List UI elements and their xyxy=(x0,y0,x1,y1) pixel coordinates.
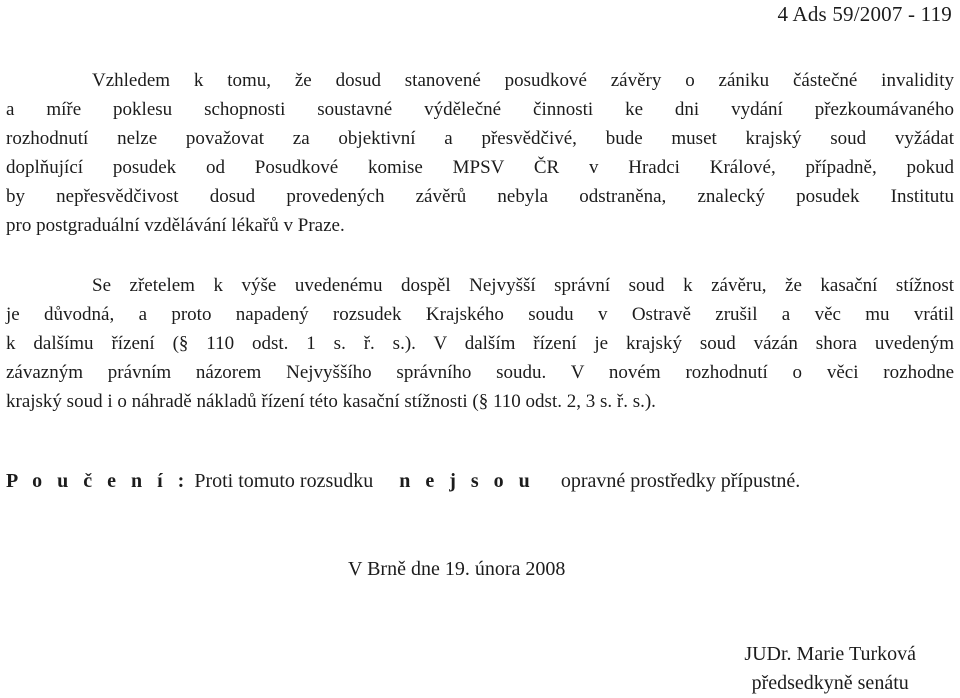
paragraph-line: k dalšímu řízení (§ 110 odst. 1 s. ř. s.). V dalším řízení je krajský soud vázán shora uvedeným xyxy=(6,333,954,354)
case-number: 4 Ads 59/2007 - 119 xyxy=(777,2,952,26)
place-date: V Brně dne 19. února 2008 xyxy=(348,558,566,580)
paragraph-line: Se zřetelem k výše uvedenému dospěl Nejvyšší správní soud k závěru, že kasační stížnost xyxy=(92,275,954,296)
paragraph-line: závazným právním názorem Nejvyššího správního soudu. V novém rozhodnutí o věci rozhodne xyxy=(6,362,954,383)
paragraph-line: krajský soud i o náhradě nákladů řízení této kasační stížnosti (§ 110 odst. 2, 3 s. ř. s.). xyxy=(6,391,656,412)
signer-role: předsedkyně senátu xyxy=(751,672,909,694)
notice-label: P o u č e n í : xyxy=(6,470,190,492)
paragraph-reasoning xyxy=(6,66,954,240)
paragraph-line: Vzhledem k tomu, že dosud stanovené posudkové závěry o zániku částečné invalidity xyxy=(92,70,954,91)
paragraph-line: a míře poklesu schopnosti soustavné výdělečné činnosti ke dni vydání přezkoumávaného xyxy=(6,99,954,120)
paragraph-line: by nepřesvědčivost dosud provedených závěrů nebyla odstraněna, znalecký posudek Institutu xyxy=(6,186,954,207)
signature-block xyxy=(744,640,916,698)
paragraph-conclusion xyxy=(6,271,954,416)
paragraph-line: pro postgraduální vzdělávání lékařů v Praze. xyxy=(6,215,345,236)
notice-text-after: opravné prostředky přípustné. xyxy=(560,470,801,492)
notice-text-before: Proti tomuto rozsudku xyxy=(194,470,374,492)
legal-notice xyxy=(6,470,800,493)
signer-name: JUDr. Marie Turková xyxy=(744,643,916,665)
paragraph-line: doplňující posudek od Posudkové komise MPSV ČR v Hradci Králové, případně, pokud xyxy=(6,157,954,178)
notice-emphasis: n e j s o u xyxy=(399,470,535,492)
paragraph-line: rozhodnutí nelze považovat za objektivní a přesvědčivé, bude muset krajský soud vyžádat xyxy=(6,128,954,149)
paragraph-line: je důvodná, a proto napadený rozsudek Krajského soudu v Ostravě zrušil a věc mu vrátil xyxy=(6,304,954,325)
